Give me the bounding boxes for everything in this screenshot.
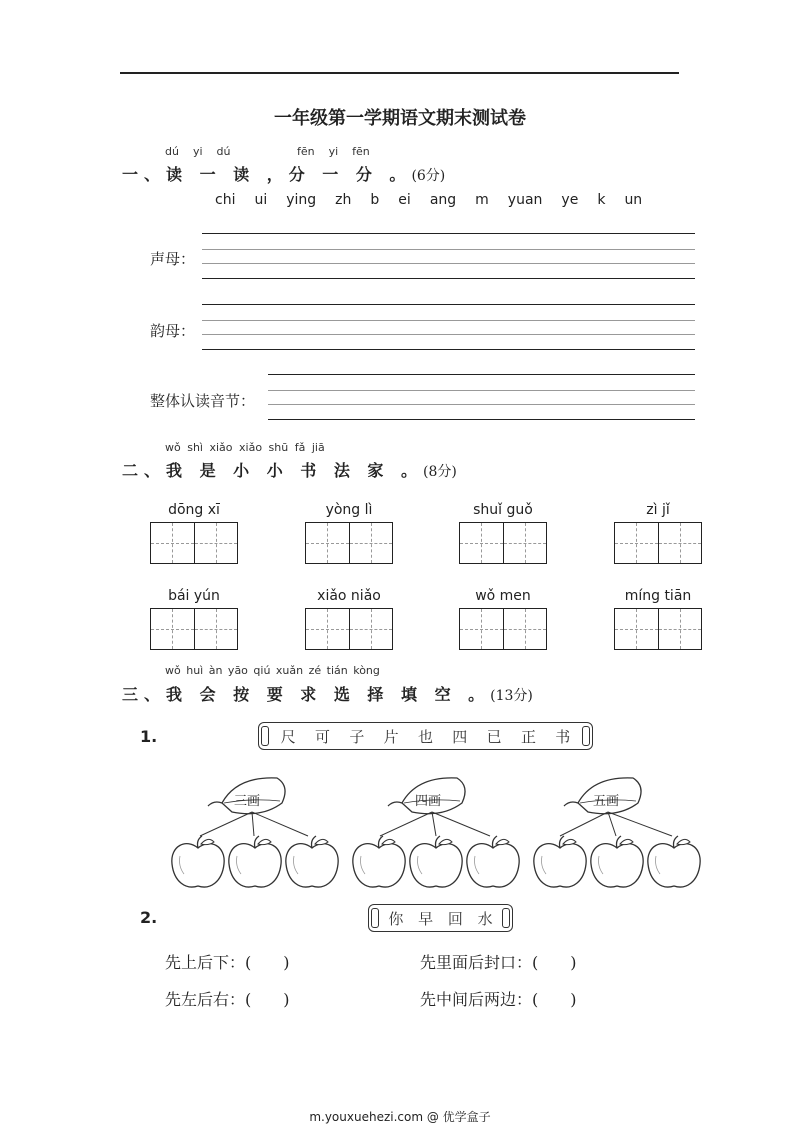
word-pinyin: wǒ men	[475, 588, 531, 604]
word-pinyin: zì jǐ	[646, 502, 670, 518]
char: 子	[349, 727, 365, 746]
apple-icon[interactable]	[534, 836, 586, 887]
char: 你	[388, 909, 404, 928]
footer-watermark: m.youxuehezi.com @ 优学盒子	[309, 1110, 491, 1124]
section1-heading	[122, 162, 445, 185]
writing-box-dongxi[interactable]	[150, 502, 238, 564]
apple-icon[interactable]	[229, 836, 281, 887]
syllable: yuan	[507, 192, 543, 208]
syllable: ui	[254, 192, 268, 208]
syllable: ang	[429, 192, 457, 208]
word-pinyin: xiǎo niǎo	[317, 588, 381, 604]
section2-pinyin: wǒ shì xiǎo xiǎo shū fǎ jiā	[165, 441, 325, 454]
q2-left-right[interactable]: 先左后右：( )	[165, 990, 290, 1009]
word-pinyin: bái yún	[168, 588, 220, 604]
writing-box-yongli[interactable]	[305, 502, 393, 564]
section3-pinyin: wǒ huì àn yāo qiú xuǎn zé tián kòng	[165, 664, 380, 677]
char: 尺	[280, 727, 296, 746]
word-pinyin: dōng xī	[168, 502, 220, 518]
apple-icon[interactable]	[172, 836, 224, 887]
q2-number: 2.	[140, 908, 158, 927]
syllable: ying	[286, 192, 317, 208]
apple-icon[interactable]	[410, 836, 462, 887]
syllable: zh	[335, 192, 352, 208]
syllable: b	[370, 192, 380, 208]
writing-box-mingtian[interactable]	[614, 588, 702, 650]
char: 书	[555, 727, 571, 746]
word-pinyin: míng tiān	[624, 588, 692, 604]
char: 可	[314, 727, 330, 746]
pinyin-du-2: dú	[216, 145, 231, 158]
section3-heading	[122, 682, 533, 705]
q2-middle-sides[interactable]: 先中间后两边：( )	[420, 990, 577, 1009]
char: 四	[452, 727, 468, 746]
char: 水	[477, 909, 493, 928]
section2-heading	[122, 458, 457, 481]
char: 已	[486, 727, 502, 746]
syllable: m	[475, 192, 489, 208]
char: 片	[383, 727, 399, 746]
q1-character-scroll	[258, 722, 593, 750]
word-pinyin: yòng lì	[325, 502, 373, 518]
section1-pinyin	[165, 145, 370, 158]
pinyin-du: dú	[165, 145, 179, 158]
section2-heading-text: 二、我 是 小 小 书 法 家 。	[122, 461, 423, 480]
char: 早	[418, 909, 434, 928]
section2-points: (8分)	[423, 464, 457, 480]
char: 也	[417, 727, 433, 746]
syllable: un	[624, 192, 643, 208]
char: 正	[520, 727, 536, 746]
writing-box-shuiguo[interactable]	[459, 502, 547, 564]
apple-icon[interactable]	[467, 836, 519, 887]
section1-points: (6分)	[411, 168, 446, 184]
writing-box-women[interactable]	[459, 588, 547, 650]
syllable: ei	[398, 192, 411, 208]
shengmu-label: 声母：	[150, 250, 196, 268]
pinyin-yi-2: yi	[328, 145, 339, 158]
apple-icon[interactable]	[648, 836, 700, 887]
leaf-apple-diagram	[160, 770, 720, 895]
syllable: ye	[561, 192, 579, 208]
pinyin-yi: yi	[192, 145, 203, 158]
page-title: 一年级第一学期语文期末测试卷	[274, 108, 526, 129]
apple-icon[interactable]	[591, 836, 643, 887]
q2-character-scroll	[368, 904, 513, 932]
section3-points: (13分)	[490, 688, 533, 704]
writing-box-xiaoniao[interactable]	[305, 588, 393, 650]
zhengti-label: 整体认读音节：	[150, 392, 256, 410]
leaf-label-5: 五画	[593, 794, 620, 809]
writing-box-ziji[interactable]	[614, 502, 702, 564]
pinyin-fen-2: fēn	[352, 145, 370, 158]
section1-heading-text: 一、读 一 读 ，分 一 分 。	[122, 165, 412, 184]
leaf-label-3: 三画	[234, 794, 261, 809]
writing-box-baiyun[interactable]	[150, 588, 238, 650]
syllable: chi	[215, 192, 236, 208]
apple-icon[interactable]	[286, 836, 338, 887]
yunmu-label: 韵母：	[150, 322, 196, 340]
apple-icon[interactable]	[353, 836, 405, 887]
leaf-label-4: 四画	[415, 794, 442, 809]
top-rule	[120, 72, 679, 74]
q2-inside-then-close[interactable]: 先里面后封口：( )	[420, 953, 577, 972]
pinyin-fen: fēn	[296, 145, 315, 158]
q1-number: 1.	[140, 727, 158, 746]
section3-heading-text: 三、我 会 按 要 求 选 择 填 空 。	[122, 685, 491, 704]
syllable-list	[215, 192, 661, 208]
q2-top-bottom[interactable]: 先上后下：( )	[165, 953, 290, 972]
word-pinyin: shuǐ guǒ	[473, 502, 533, 518]
char: 回	[447, 909, 463, 928]
syllable: k	[597, 192, 606, 208]
